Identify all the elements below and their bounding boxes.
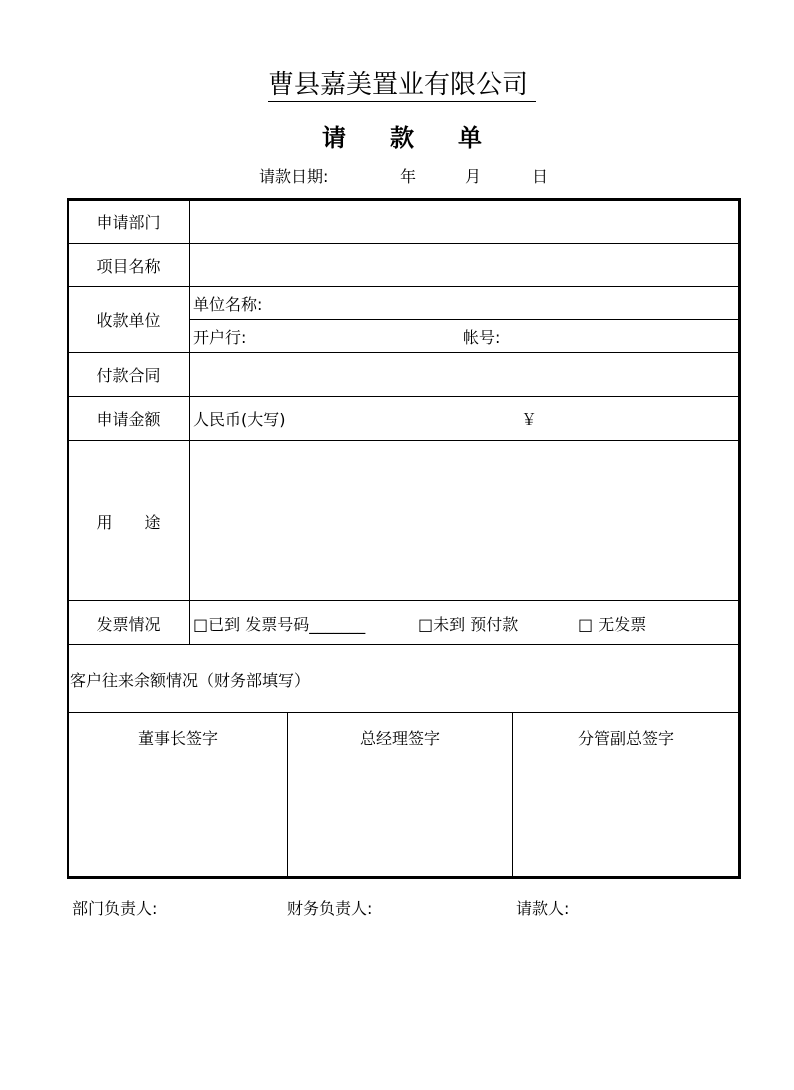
amount-label: 申请金额 — [96, 410, 161, 429]
table-border-bottom — [67, 876, 741, 879]
company-name: 曹县嘉美置业有限公司 — [0, 64, 794, 101]
label-column-divider — [189, 200, 190, 644]
date-year: 年 — [400, 167, 417, 186]
contract-label: 付款合同 — [96, 366, 161, 385]
form-title: 请 款 单 — [322, 123, 482, 152]
balance-label: 客户往来余额情况（财务部填写） — [70, 671, 311, 690]
row-divider — [68, 712, 739, 713]
invoice-pending-checkbox[interactable]: □未到 预付款 — [418, 615, 519, 634]
row-divider — [68, 396, 739, 397]
finance-head-label: 财务负责人: — [287, 899, 373, 918]
purpose-label: 用 途 — [96, 513, 161, 532]
date-month: 月 — [465, 167, 482, 186]
payee-name-label: 单位名称: — [193, 295, 263, 314]
dept-head-label: 部门负责人: — [72, 899, 158, 918]
invoice-label: 发票情况 — [96, 615, 161, 634]
table-border-top — [67, 198, 741, 201]
yen-sign: ￥ — [521, 410, 538, 429]
date-label: 请款日期: — [259, 167, 329, 186]
project-label: 项目名称 — [96, 257, 161, 276]
row-divider — [189, 319, 739, 320]
vp-sign-label: 分管副总签字 — [577, 729, 674, 748]
row-divider — [68, 286, 739, 287]
account-label: 帐号: — [463, 328, 501, 347]
date-day: 日 — [532, 167, 549, 186]
bank-label: 开户行: — [193, 328, 247, 347]
row-divider — [68, 644, 739, 645]
chairman-sign-label: 董事长签字 — [137, 729, 218, 748]
gm-sign-label: 总经理签字 — [359, 729, 440, 748]
row-divider — [68, 352, 739, 353]
row-divider — [68, 440, 739, 441]
amount-rmb-label: 人民币(大写) — [193, 410, 286, 429]
table-border-left — [67, 198, 69, 879]
payee-label: 收款单位 — [96, 311, 161, 330]
table-border-right — [738, 198, 741, 879]
no-invoice-checkbox[interactable]: □ 无发票 — [578, 615, 647, 634]
row-divider — [68, 600, 739, 601]
requester-label: 请款人: — [516, 899, 570, 918]
row-divider — [68, 243, 739, 244]
dept-label: 申请部门 — [96, 213, 161, 232]
invoice-received-checkbox[interactable]: □已到 发票号码_______ — [193, 615, 366, 634]
